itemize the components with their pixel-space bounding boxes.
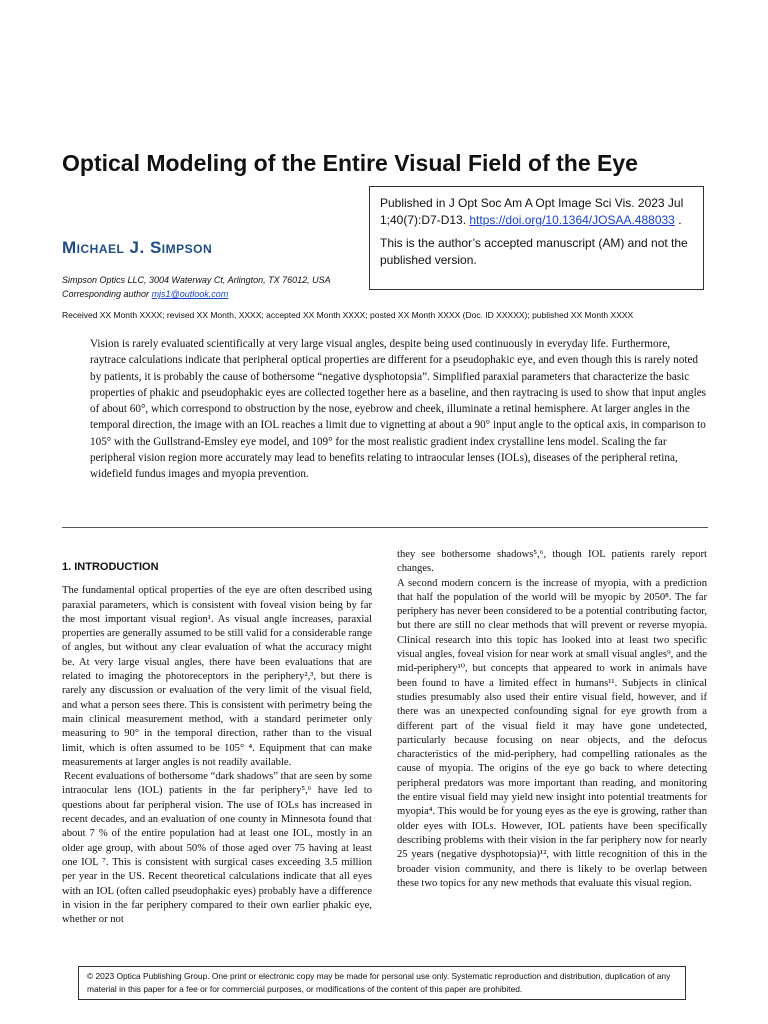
author-name: Michael J. Simpson xyxy=(62,238,213,257)
abstract: Vision is rarely evaluated scientifically at very large visual angles, despite being used continuously in everyday life. Furthermore, raytrace calculations indicate that peripheral optical properties are different for a pseudophakic eye, and even though this is rarely noted by patients, it is probably the cause of bothersome “negative dysphotopsia”. Simplified paraxial parameters that characterize the basic properties of phakic and pseudophakic eyes are collected together here as a baseline, and then raytracing is used to show that input angles of about 60°, which correspond to obstruction by the nose, eyebrow and cheek, illuminate a retinal hemisphere. At larger angles in the temporal direction, the image with an IOL reaches a limit due to vignetting at about a 90° input angle to the optical axis, in comparison to 105° with the Gullstrand-Emsley eye model, and 109° for the most realistic gradient index crystalline lens model. Scaling the far peripheral vision region more accurately may lead to benefits relating to intraocular lenses (IOLs), diseases of the peripheral retina, widefield fundus images and myopia prevention. xyxy=(90,338,707,481)
email-link[interactable]: mjs1@outlook.com xyxy=(151,289,229,299)
paragraph: they see bothersome shadows⁵,⁶, though IOL patients rarely report changes. xyxy=(397,549,707,575)
right-column xyxy=(397,548,707,891)
affiliation-block xyxy=(62,273,362,301)
doi-link[interactable]: https://doi.org/10.1364/JOSAA.488033 xyxy=(469,213,675,227)
corresponding-author xyxy=(62,287,362,301)
copyright-footer: © 2023 Optica Publishing Group. One print or electronic copy may be made for personal use only. Systematic reproduction and distribution, duplication of any material in this paper for a fee or for commercial purposes, or modifications of the content of this paper are prohibited. xyxy=(78,966,686,1000)
left-column xyxy=(62,548,372,927)
section-heading: 1. INTRODUCTION xyxy=(62,561,159,573)
paragraph: The fundamental optical properties of the eye are often described using paraxial parameters, which is consistent with foveal vision being by far the most important visual region¹. As visual angle increases, paraxial properties are generally assumed to be still valid for a considerable range of angles, but without any clear evaluation of what the accuracy might be. At very large visual angles, there have been evaluations that are related to imaging the photoreceptors in the periphery²,³, but there is rarely any discussion or evaluation of the very limit of the visual field, and what a person sees there. This is consistent with perimetry being the main clinical measurement method, with a standard perimeter only measuring to 90° in the temporal direction, rather than to the visual limit, which is often assumed to be 105° ⁴. Equipment that can make measurements at larger angles is not readily available. xyxy=(62,585,372,768)
affiliation: Simpson Optics LLC, 3004 Waterway Ct, Arlington, TX 76012, USA xyxy=(62,275,331,285)
paper-title: Optical Modeling of the Entire Visual Field of the Eye xyxy=(62,150,638,176)
manuscript-note: This is the author’s accepted manuscript (AM) and not the published version. xyxy=(380,236,688,267)
citation-suffix: . xyxy=(674,213,682,227)
paragraph: Recent evaluations of bothersome “dark shadows” that are seen by some intraocular lens (IOL) patients in the far periphery⁵,⁶ have led to questions about far peripheral vision. The use of IOLs has increased in recent decades, and an evaluation of one county in Minnesota found that about 7 % of the entire population had at least one IOL, mostly in an older age group, with about 50% of those aged over 75 having at least one IOL ⁷. This is consistent with surgical cases exceeding 3.5 million per year in the US. Recent theoretical calculations indicate that all eyes with an IOL (often called pseudophakic eyes) probably have a difference in vision in the far periphery compared to their own earlier phakic eye, whether or not xyxy=(62,771,372,926)
paragraph: A second modern concern is the increase of myopia, with a prediction that half the population of the world will be myopic by 2050⁸. The far periphery has never been considered to be a potential contributing factor, but there are still no clear methods that will prevent or reverse myopia. Clinical research into this topic has looked into at least two specific visual angles, foveal vision for near work at small visual angles⁹, and the mid-periphery¹⁰, but concepts that appeared to work in animals have been found to have a limited effect in humans¹¹. Subjects in clinical studies presumably also used their entire visual field, however, and if there was an unexpected confounding signal for eye growth from a different part of the visual field it may have gone undetected, particularly because focusing on near objects, and the defocus characteristics of the mid-periphery, had compelling rationales as the cause of myopia. The origins of the eye go back to where detecting peripheral predators was more important than reading, and monitoring the entire visual field may yield new insight into potential treatments for myopia⁴. This would be for young eyes as the eye is growing, rather than older eyes with IOLs. However, IOL patients have been specifically describing problems with their vision in the far periphery now for nearly 25 years (negative dysphotopsia)¹², with little recognition of this in the broader vision community, and there is likely to be overlap between these two topics for any new methods that evaluate this visual region. xyxy=(397,577,707,889)
submission-dates: Received XX Month XXXX; revised XX Month, XXXX; accepted XX Month XXXX; posted XX Month XXXX (Doc. ID XXXXX); published XX Month XXXX xyxy=(62,310,634,320)
publication-info-box xyxy=(369,186,704,290)
publication-citation xyxy=(380,195,693,229)
citation-text: Published in J Opt Soc Am A Opt Image Sci Vis. 2023 Jul 1;40(7):D7-D13. xyxy=(380,196,684,227)
divider xyxy=(62,527,708,528)
corresponding-label: Corresponding author xyxy=(62,289,152,299)
